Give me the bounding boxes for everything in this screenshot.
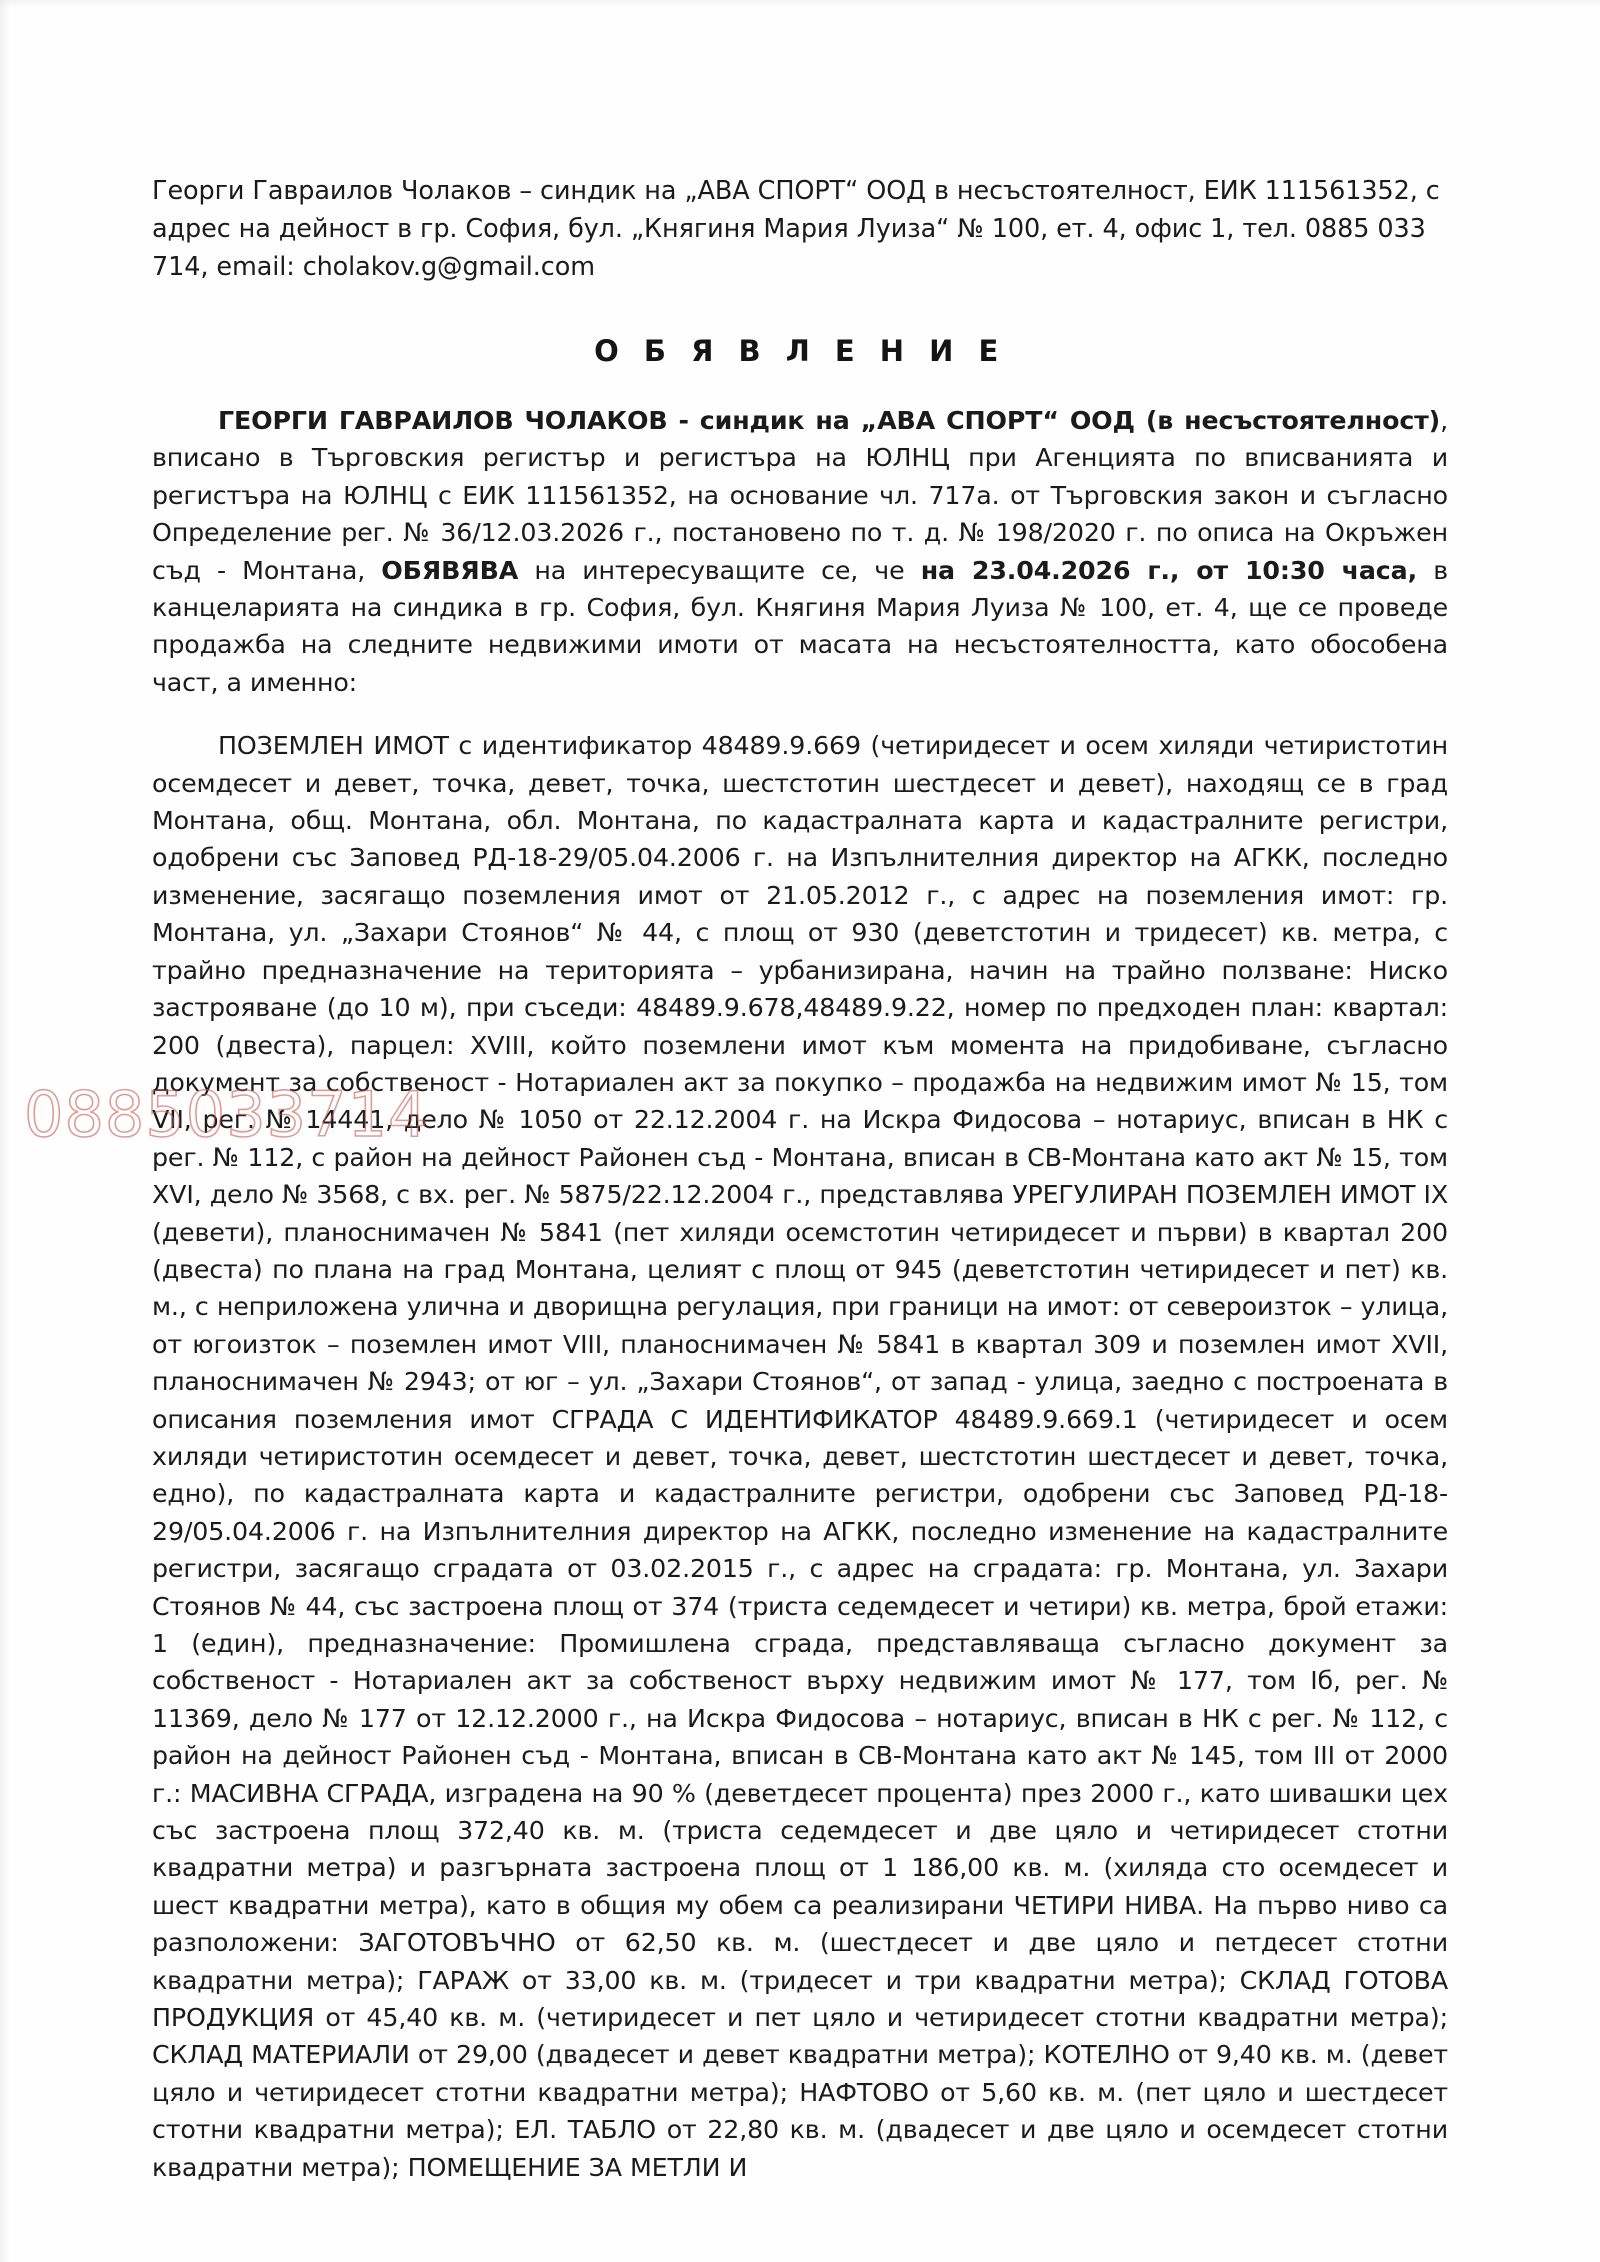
declares-keyword-bold: ОБЯВЯВА	[381, 555, 519, 585]
paragraph-declaration	[152, 402, 1448, 701]
document-title: О Б Я В Л Е Н И Е	[594, 334, 1006, 368]
document-content	[152, 172, 1448, 2186]
scan-edge-shadow-top	[0, 0, 1600, 8]
phone-watermark: 0885033714	[24, 1078, 429, 1151]
declarant-name-bold: ГЕОРГИ ГАВРАИЛОВ ЧОЛАКОВ - синдик на „АВА СПОРТ“ ООД (в несъстоятелност)	[218, 406, 1441, 435]
scan-edge-shadow-left	[0, 0, 10, 2262]
paragraph-property-description: ПОЗЕМЛЕН ИМОТ с идентификатор 48489.9.669 (четиридесет и осем хиляди четиристотин осемдесет и девет, точка, девет, точка, шестстотин шестдесет и девет), находящ се в град Монтана, общ. Монтана, обл. Монтана, по кадастралната карта и кадастралните регистри, одобрени със Заповед РД-18-29/05.04.2006 г. на Изпълнителния директор на АГКК, последно изменение, засягащо поземления имот от 21.05.2012 г., с адрес на поземления имот: гр. Монтана, ул. „Захари Стоянов“ № 44, с площ от 930 (деветстотин и тридесет) кв. метра, с трайно предназначение на територията – урбанизирана, начин на трайно ползване: Ниско застрояване (до 10 м), при съседи: 48489.9.678,48489.9.22, номер по предходен план: квартал: 200 (двеста), парцел: XVIII, който поземлени имот към момента на придобиване, съгласно документ за собственост - Нотариален акт за покупко – продажба на недвижим имот № 15, том VII, рег. № 14441, дело № 1050 от 22.12.2004 г. на Искра Фидосова – нотариус, вписан в НК с рег. № 112, с район на дейност Районен съд - Монтана, вписан в СВ-Монтана като акт № 15, том XVI, дело № 3568, с вх. рег. № 5875/22.12.2004 г., представлява УРЕГУЛИРАН ПОЗЕМЛЕН ИМОТ IX (девети), планоснимачен № 5841 (пет хиляди осемстотин четиридесет и първи) в квартал 200 (двеста) по плана на град Монтана, целият с площ от 945 (деветстотин четиридесет и пет) кв. м., с неприложена улична и дворищна регулация, при граници на имот: от североизток – улица, от югоизток – поземлен имот VIII, планоснимачен № 5841 в квартал 309 и поземлен имот XVII, планоснимачен № 2943; от юг – ул. „Захари Стоянов“, от запад - улица, заедно с построената в описания поземления имот СГРАДА С ИДЕНТИФИКАТОР 48489.9.669.1 (четиридесет и осем хиляди четиристотин осемдесет и девет, точка, девет, шестстотин шестдесет и девет, точка, едно), по кадастралната карта и кадастралните регистри, одобрени със Заповед РД-18-29/05.04.2006 г. на Изпълнителния директор на АГКК, последно изменение на кадастралните регистри, засягащо сградата от 03.02.2015 г., с адрес на сградата: гр. Монтана, ул. Захари Стоянов № 44, със застроена площ от 374 (триста седемдесет и четири) кв. метра, брой етажи: 1 (един), предназначение: Промишлена сграда, представляваща съгласно документ за собственост - Нотариален акт за собственост върху недвижим имот № 177, том Iб, рег. № 11369, дело № 177 от 12.12.2000 г., на Искра Фидосова – нотариус, вписан в НК с рег. № 112, с район на дейност Районен съд - Монтана, вписан в СВ-Монтана като акт № 145, том III от 2000 г.: МАСИВНА СГРАДА, изградена на 90 % (деветдесет процента) през 2000 г., като шивашки цех със застроена площ 372,40 кв. м. (триста седемдесет и две цяло и четиридесет стотни квадратни метра) и разгърната застроена площ от 1 186,00 кв. м. (хиляда сто осемдесет и шест квадратни метра), като в общия му обем са реализирани ЧЕТИРИ НИВА. На първо ниво са разположени: ЗАГОТОВЪЧНО от 62,50 кв. м. (шестдесет и две цяло и петдесет стотни квадратни метра); ГАРАЖ от 33,00 кв. м. (тридесет и три квадратни метра); СКЛАД ГОТОВА ПРОДУКЦИЯ от 45,40 кв. м. (четиридесет и пет цяло и четиридесет стотни квадратни метра); СКЛАД МАТЕРИАЛИ от 29,00 (двадесет и девет квадратни метра); КОТЕЛНО от 9,40 кв. м. (девет цяло и четиридесет стотни квадратни метра); НАФТОВО от 5,60 кв. м. (пет цяло и шестдесет стотни квадратни метра); ЕЛ. ТАБЛО от 22,80 кв. м. (двадесет и две цяло и осемдесет стотни квадратни метра); ПОМЕЩЕНИЕ ЗА МЕТЛИ И	[152, 731, 1448, 2182]
declaration-text-1: , вписано в Търговския регистър и регистъра на ЮЛНЦ при Агенцията по вписванията и регистъра на ЮЛНЦ с ЕИК 111561352, на основание чл. 717а. от Търговския закон и съгласно Определение рег. № 36/12.03.2026 г., постановено по т. д. № 198/2020 г. по описа на Окръжен съд - Монтана,	[152, 406, 1448, 585]
auction-datetime-bold: на 23.04.2026 г., от 10:30 часа,	[920, 555, 1418, 585]
letterhead-block: Георги Гавраилов Чолаков – синдик на „АВА СПОРТ“ ООД в несъстоятелност, ЕИК 111561352, с адрес на дейност в гр. София, бул. „Княгиня Мария Луиза“ № 100, ет. 4, офис 1, тел. 0885 033 714, email: cholakov.g@gmail.com	[152, 176, 1440, 282]
declaration-text-2: на интересуващите се, че	[518, 555, 921, 585]
declaration-text-3: в канцеларията на синдика в гр. София, бул. Княгиня Мария Луиза № 100, ет. 4, ще се проведе продажба на следните недвижими имоти от масата на несъстоятелността, като обособена част, а именно:	[152, 555, 1448, 697]
